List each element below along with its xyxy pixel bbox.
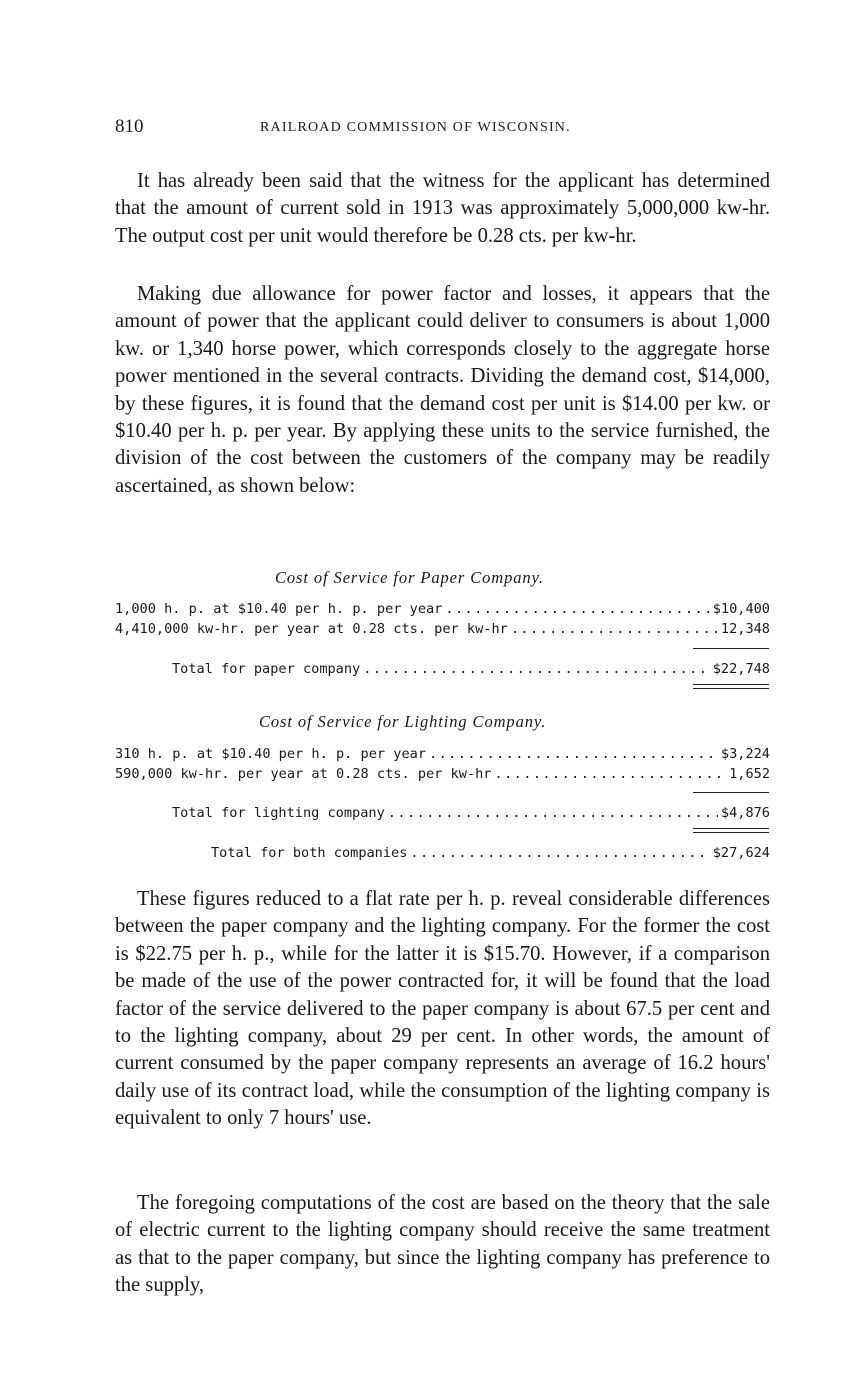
total-double-rule [693, 828, 769, 833]
dot-leader [410, 843, 709, 863]
grand-total-amount: $27,624 [712, 845, 770, 861]
paper-row-energy [115, 619, 770, 639]
paper-row-demand-amount: $10,400 [712, 601, 770, 617]
paragraph-flat-rate-comparison: These figures reduced to a flat rate per h. p. reveal considerable differences between the paper company and the lighting company. For the former the cost is $22.75 per h. p., while for the latter it is $15.70. However, if a comparison be made of the use of the power contracted for, it will be found that the load factor of the service delivered to the paper company is about 67.5 per cent and to the lighting company, about 29 per cent. In other words, the amount of current consumed by the paper company represents an average of 16.2 hours' daily use of its contract load, while the consumption of the lighting company is equivalent to only 7 hours' use. [115, 888, 770, 1130]
grand-total-row [211, 843, 770, 863]
paper-total-amount: $22,748 [712, 661, 770, 677]
dot-leader [445, 599, 709, 619]
paper-row-demand-description: 1,000 h. p. at $10.40 per h. p. per year [115, 601, 443, 617]
lighting-row-demand-description: 310 h. p. at $10.40 per h. p. per year [115, 746, 426, 762]
lighting-total-row [172, 803, 770, 823]
lighting-row-demand-amount: $3,224 [720, 746, 770, 762]
paper-row-energy-amount: 12,348 [720, 621, 770, 637]
lighting-total-amount: $4,876 [720, 805, 770, 821]
lighting-total-description: Total for lighting company [172, 805, 385, 821]
running-head: RAILROAD COMMISSION OF WISCONSIN. [260, 120, 571, 135]
paragraph-demand-cost: Making due allowance for power factor and losses, it appears that the amount of power that the applicant could deliver to consumers is about 1,000 kw. or 1,340 horse power, which corresponds closely to the aggregate horse power mentioned in the several contracts. Dividing the demand cost, $14,000, by these figures, it is found that the demand cost per unit is $14.00 per kw. or $10.40 per h. p. per year. By applying these units to the service furnished, the division of the cost between the customers of the company may be readily ascertained, as shown below: [115, 283, 770, 497]
dot-leader [388, 803, 718, 823]
page-number: 810 [115, 116, 144, 137]
lighting-table-title: Cost of Service for Lighting Company. [259, 712, 547, 731]
dot-leader [494, 764, 726, 784]
sum-rule [693, 648, 769, 649]
dot-leader [511, 619, 718, 639]
lighting-row-energy-description: 590,000 kw-hr. per year at 0.28 cts. per kw-hr [115, 766, 492, 782]
sum-rule [693, 792, 769, 793]
lighting-row-energy [115, 764, 770, 784]
page-header [115, 116, 770, 140]
paragraph-output-cost: It has already been said that the witness for the applicant has determined that the amount of current sold in 1913 was approximately 5,000,000 kw-hr. The output cost per unit would therefore be 0.28 cts. per kw-hr. [115, 170, 770, 247]
grand-total-description: Total for both companies [211, 845, 408, 861]
paper-table-title: Cost of Service for Paper Company. [275, 568, 544, 587]
paper-total-description: Total for paper company [172, 661, 361, 677]
paragraph-preference: The foregoing computations of the cost are based on the theory that the sale of electric current to the lighting company should receive the same treatment as that to the paper company, but since the lighting company has preference to the supply, [115, 1192, 770, 1297]
total-double-rule [693, 684, 769, 689]
dot-leader [429, 744, 718, 764]
dot-leader [363, 659, 709, 679]
lighting-row-energy-amount: 1,652 [729, 766, 770, 782]
paper-row-energy-description: 4,410,000 kw-hr. per year at 0.28 cts. per kw-hr [115, 621, 508, 637]
lighting-row-demand [115, 744, 770, 764]
paper-row-demand [115, 599, 770, 619]
paper-total-row [172, 659, 770, 679]
